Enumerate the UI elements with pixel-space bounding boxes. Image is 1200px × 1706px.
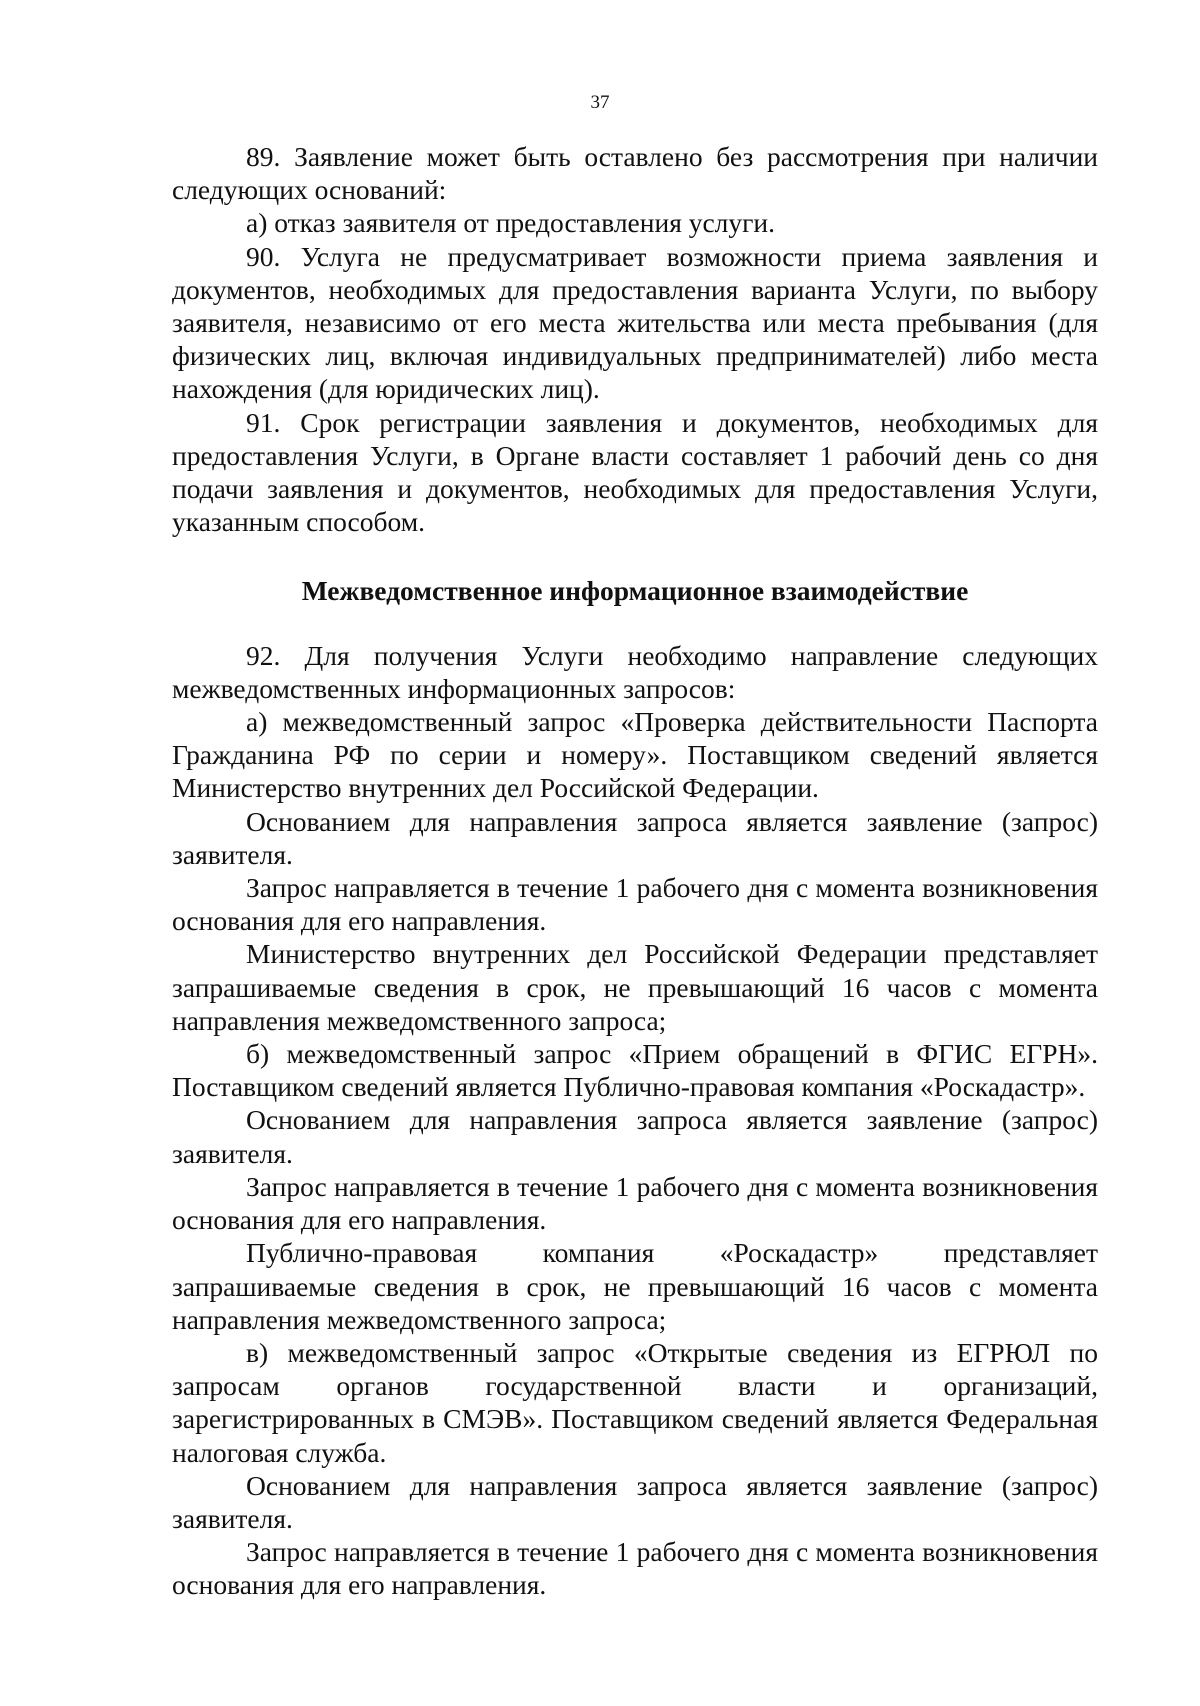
paragraph-89-a: а) отказ заявителя от предоставления услуги. xyxy=(246,207,776,239)
paragraph-89: 89. Заявление может быть оставлено без рассмотрения при наличии следующих оснований: xyxy=(172,141,1098,206)
paragraph-92-a-term: Запрос направляется в течение 1 рабочего дня с момента возникновения основания для его направления. xyxy=(172,872,1098,937)
paragraph-92-b-provider: Публично-правовая компания «Роскадастр» представляет запрашиваемые сведения в срок, не превышающий 16 часов с момента направления межведомственного запроса; xyxy=(172,1237,1098,1335)
paragraph-92-b-basis: Основанием для направления запроса является заявление (запрос) заявителя. xyxy=(172,1104,1098,1169)
paragraph-92-a-basis: Основанием для направления запроса является заявление (запрос) заявителя. xyxy=(172,805,1098,870)
paragraph-92-v-term: Запрос направляется в течение 1 рабочего дня с момента возникновения основания для его направления. xyxy=(172,1536,1098,1601)
document-body xyxy=(172,140,1098,1602)
page-number: 37 xyxy=(590,92,610,113)
paragraph-90: 90. Услуга не предусматривает возможности приема заявления и документов, необходимых для предоставления варианта Услуги, по выбору заявителя, независимо от его места жительства или места пребывания (для физических лиц, включая индивидуальных предпринимателей) либо места нахождения (для юридических лиц). xyxy=(172,240,1098,405)
paragraph-92-a-provider: Министерство внутренних дел Российской Федерации представляет запрашиваемые сведения в срок, не превышающий 16 часов с момента направления межведомственного запроса; xyxy=(172,938,1098,1036)
paragraph-92-v-basis: Основанием для направления запроса является заявление (запрос) заявителя. xyxy=(172,1469,1098,1534)
paragraph-92-a: а) межведомственный запрос «Проверка действительности Паспорта Гражданина РФ по серии и номеру». Поставщиком сведений является Министерство внутренних дел Российской Федерации. xyxy=(172,706,1098,804)
paragraph-92-b: б) межведомственный запрос «Прием обращений в ФГИС ЕГРН». Поставщиком сведений является Публично-правовая компания «Роскадастр». xyxy=(172,1038,1098,1103)
section-heading: Межведомственное информационное взаимодействие xyxy=(301,575,969,607)
paragraph-92: 92. Для получения Услуги необходимо направление следующих межведомственных информационных запросов: xyxy=(172,639,1098,704)
paragraph-92-v: в) межведомственный запрос «Открытые сведения из ЕГРЮЛ по запросам органов государственной власти и организаций, зарегистрированных в СМЭВ». Поставщиком сведений является Федеральная налоговая служба. xyxy=(172,1336,1098,1468)
paragraph-92-b-term: Запрос направляется в течение 1 рабочего дня с момента возникновения основания для его направления. xyxy=(172,1170,1098,1236)
paragraph-91: 91. Срок регистрации заявления и документов, необходимых для предоставления Услуги, в Органе власти составляет 1 рабочий день со дня подачи заявления и документов, необходимых для предоставления Услуги, указанным способом. xyxy=(172,406,1098,538)
